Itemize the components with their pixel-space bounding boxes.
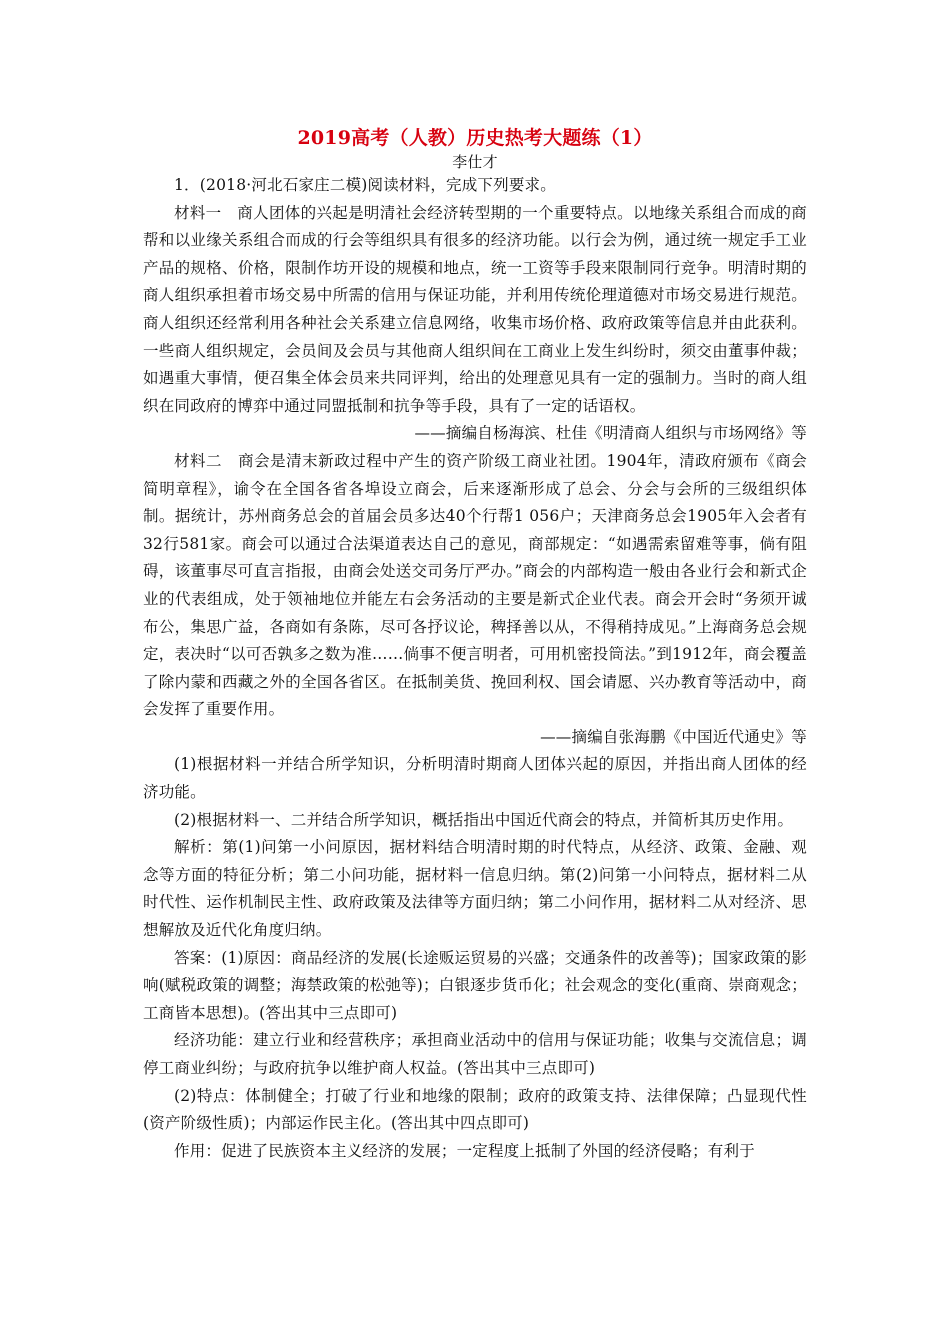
question-intro: 1．(2018·河北石家庄二模)阅读材料，完成下列要求。 xyxy=(174,176,556,194)
author-name: 李仕才 xyxy=(452,153,498,171)
answer-effects: 作用：促进了民族资本主义经济的发展；一定程度上抵制了外国的经济侵略；有利于 xyxy=(174,1141,755,1160)
answer-economic-functions: 经济功能：建立行业和经营秩序；承担商业活动中的信用与保证功能；收集与交流信息；调停工商业纠纷；与政府抗争以维护商人权益。(答出其中三点即可) xyxy=(143,1031,807,1077)
answer-characteristics: (2)特点：体制健全；打破了行业和地缘的限制；政府的政策支持、法律保障；凸显现代性(资产阶级性质)；内部运作民主化。(答出其中四点即可) xyxy=(143,1086,807,1133)
material-one-source: ——摘编自杨海滨、杜佳《明清商人组织与市场网络》等 xyxy=(414,424,807,443)
material-two-source: ——摘编自张海鹏《中国近代通史》等 xyxy=(540,727,807,746)
analysis-paragraph: 解析：第(1)问第一小问原因，据材料结合明清时期的时代特点，从经济、政策、金融、观念等方面的特征分析；第二小问功能，据材料一信息归纳。第(2)问第一小问特点，据材料二从时代性、运作机制民主性、政府政策及法律等方面归纳；第二小问作用，据材料二从对经济、思想解放及近代化角度归纳。 xyxy=(143,838,807,940)
material-one: 材料一 商人团体的兴起是明清社会经济转型期的一个重要特点。以地缘关系组合而成的商帮和以业缘关系组合而成的行会等组织具有很多的经济功能。以行会为例，通过统一规定手工业产品的规格、价格，限制作坊开设的规模和地点，统一工资等手段来限制同行竞争。明清时期的商人组织承担着市场交易中所需的信用与保证功能，并利用传统伦理道德对市场交易进行规范。商人组织还经常利用各种社会关系建立信息网络，收集市场价格、政府政策等信息并由此获利。一些商人组织规定，会员间及会员与其他商人组织间在工商业上发生纠纷时，须交由董事仲裁；如遇重大事情，便召集全体会员来共同评判，给出的处理意见具有一定的强制力。当时的商人组织在同政府的博弈中通过同盟抵制和抗争等手段，具有了一定的话语权。 xyxy=(143,203,807,415)
answer-reasons: 答案：(1)原因：商品经济的发展(长途贩运贸易的兴盛；交通条件的改善等)；国家政策的影响(赋税政策的调整；海禁政策的松弛等)；白银逐步货币化；社会观念的变化(重商、崇商观念；工商皆本思想)。(答出其中三点即可) xyxy=(143,948,807,1022)
document-title: 2019高考（人教）历史热考大题练（1） xyxy=(297,127,653,149)
question-one: (1)根据材料一并结合所学知识，分析明清时期商人团体兴起的原因，并指出商人团体的经济功能。 xyxy=(143,755,807,802)
question-two: (2)根据材料一、二并结合所学知识，概括指出中国近代商会的特点，并简析其历史作用。 xyxy=(174,810,794,829)
material-two: 材料二 商会是清末新政过程中产生的资产阶级工商业社团。1904年，清政府颁布《商会简明章程》，谕令在全国各省各埠设立商会，后来逐渐形成了总会、分会与会所的三级组织体制。据统计，苏州商务总会的首届会员多达40个行帮1 056户；天津商务总会1905年入会者有32行581家。商会可以通过合法渠道表达自己的意见，商部规定：“如遇需索留难等事，倘有阻碍，该董事尽可直言指报，由商会处送交司务厅严办。”商会的内部构造一般由各业行会和新式企业的代表组成，处于领袖地位并能左右会务活动的主要是新式企业代表。商会开会时“务须开诚布公，集思广益，各商如有条陈，尽可各抒议论，稗择善以从，不得稍持成见。”上海商务总会规定，表决时“以可否孰多之数为准……倘事不便言明者，可用机密投筒法。”到1912年，商会覆盖了除内蒙和西藏之外的全国各省区。在抵制美货、挽回利权、国会请愿、兴办教育等活动中，商会发挥了重要作用。 xyxy=(143,451,807,719)
document-page xyxy=(143,124,807,1165)
